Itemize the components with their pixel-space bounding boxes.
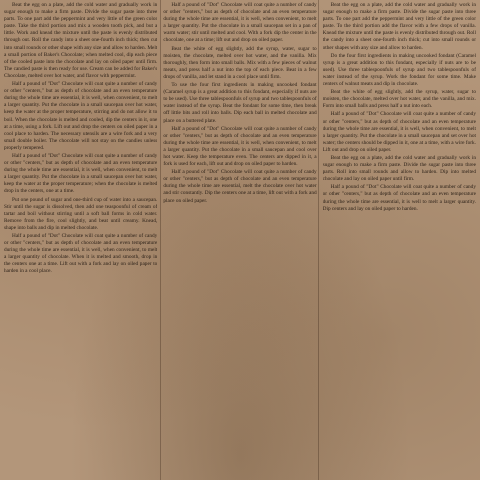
- paragraph: Put one pound of sugar and one-third cup of water into a saucepan. Stir until the sugar is dissolved, then add one teaspoonful of cream of tartar and boil without stirring until a soft ball forms in cold water. Remove from the fire, cool slightly, and beat until creamy. Knead, shape into balls and dip in melted chocolate.: [4, 196, 158, 231]
- paragraph: Beat the white of egg slightly, add the syrup, water, sugar to moisten, the chocolate, melted over hot water, and the vanilla, and mix. Form into small balls and press half a nut into each.: [322, 89, 476, 110]
- column-3: [323, 2, 476, 480]
- paragraph: Do the four first ingredients in making uncooked fondant (Caramel syrup is a great addition to this fondant, especially if nuts are to be used). Use three tablespoonfuls of syrup and two tablespoonfuls of water instead of the syrup. Work the fondant for some time. Make centers of walnut meats and dip in chocolate.: [322, 52, 476, 88]
- paragraph: Half a pound of "Dot" Chocolate will coat quite a number of candy or other "centers," but as depth of chocolate and an even temperature during the whole time are essential, it is well, when convenient, to melt a larger quantity. Put the chocolate in a small saucepan set in a pan of warm water; stir until melted and cool. With a fork dip the center in the chocolate, one at a time; lift out and drop on oiled paper.: [163, 2, 317, 44]
- paragraph: Half a pound of "Dot" Chocolate will coat quite a number of candy or other "centers," but as depth of chocolate and an even temperature during the whole time are essential, melt the chocolate over hot water and stir constantly. Dip the centers one at a time, lift out with a fork and place on oiled paper.: [163, 169, 317, 204]
- text-columns: [4, 2, 476, 480]
- paragraph: Half a pound of "Dot" Chocolate will coat quite a number of candy or other "centers," but as depth of chocolate and an even temperature during the whole time are essential, it is well to melt a larger quantity. Dip centers and lay on oiled paper to harden.: [322, 184, 476, 212]
- column-divider: [318, 0, 319, 480]
- column-2: [163, 2, 316, 480]
- paragraph: Half a pound of "Dot" Chocolate will coat quite a number of candy or other "centers," but as depth of chocolate and an even temperature during the whole time are essential, it is well, when convenient, to melt a larger quantity. Put the chocolate in a small saucepan and cool over hot water. Keep the temperature even. The centers are dipped in it, a fork is used for each, lift out and drop on oiled paper to harden.: [163, 125, 317, 168]
- paragraph: Beat the white of egg slightly, add the syrup, water, sugar to moisten, the chocolate, melted over hot water, and the vanilla. Mix thoroughly, then form into small balls. Mix with a few pieces of walnut meats, and press half a nut into the top of each piece. Beat in a few drops of vanilla, and let stand in a cool place until firm.: [163, 45, 317, 80]
- column-1: [4, 2, 157, 480]
- paragraph: Half a pound of "Dot" Chocolate will coat quite a number of candy or other "centers," but as depth of chocolate and an even temperature during the whole time are essential, it is well, when convenient, to melt a larger quantity of chocolate. When it is melted and smooth, drop in the centers one at a time. Lift out with a fork and lay on oiled paper to harden in a cool place.: [4, 233, 158, 275]
- paragraph: Beat the egg on a plate, add the cold water and gradually work in sugar enough to make a firm paste. Divide the sugar paste into three parts. To one part add the peppermint and very little of the green color paste. To the third portion add the flavor with a few drops of vanilla. Knead the mixture until the paste is evenly distributed through out. Roll the candy into a sheet one-fourth inch thick; cut into small rounds or other shapes with any size and allow to harden.: [322, 2, 476, 51]
- paragraph: Beat the egg on a plate, add the cold water and gradually work in sugar enough to make a firm paste. Divide the sugar paste into three parts. Roll into small rounds and allow to harden. Dip into melted chocolate and lay on oiled paper until firm.: [322, 154, 476, 183]
- paragraph: Half a pound of "Dot" Chocolate will coat quite a number of candy or other "centers," but as depth of chocolate and an even temperature during the whole time are essential, it is well, when convenient, to melt a larger quantity. Put the chocolate in a small saucepan over hot water, keep the water at the proper temperature, stirring and do not allow it to boil. When the chocolate is melted and cooled, dip the centers in it, one at a time, using a fork. Lift out and drop the centers on oiled paper in a cool place to harden. The necessary utensils are a wire fork and a very small double boiler. The chocolate will not stay on the candies unless properly tempered.: [4, 81, 158, 151]
- paragraph: Half a pound of "Dot" Chocolate will coat quite a number of candy or other "centers," but as depth of chocolate and an even temperature during the whole time are essential, it is well, when convenient, to melt a larger quantity. Put the chocolate in a small saucepan over hot water, keep the water at the proper temperature; when the chocolate is melted drop in the centers, one at a time.: [4, 152, 158, 195]
- paragraph: Half a pound of "Dot" Chocolate will coat quite a number of candy or other "centers," but as depth of chocolate and an even temperature during the whole time are essential, it is well, when convenient, to melt a larger quantity. Put the chocolate in a small saucepan and set over hot water; the centers should be dipped in it, one at a time, with a wire fork. Lift out and drop on oiled paper.: [322, 111, 476, 153]
- column-divider: [160, 0, 161, 480]
- paragraph: Beat the egg on a plate, add the cold water and gradually work in sugar enough to make a firm paste. Divide the sugar paste into three parts. To one part add the peppermint and very little of the green color paste. Take the third portion and mix a wooden tooth pick, and but a little. Work and knead the mixture until the paste is evenly distributed through out. Roll the candy into a sheet one-fourth inch thick; then cut into small rounds or other shape with any size and allow to harden. Melt a small portion of Baker's Chocolate; when melted cool, dip each piece of the cooled paste into the chocolate and lay on oiled paper until firm. The candied paste is then ready for use. Cream can be added for Baker's Chocolate, melted over hot water, and flavor with peppermint.: [4, 2, 158, 79]
- paragraph: To use the four first ingredients in making uncooked fondant (Caramel syrup is a great addition to this fondant, especially if nuts are to be used). Use three tablespoonfuls of syrup and two tablespoonfuls of water instead of the syrup. Beat the fondant for some time, then break off little bits and roll into balls. Dip each ball in melted chocolate and place on a buttered plate.: [163, 82, 317, 124]
